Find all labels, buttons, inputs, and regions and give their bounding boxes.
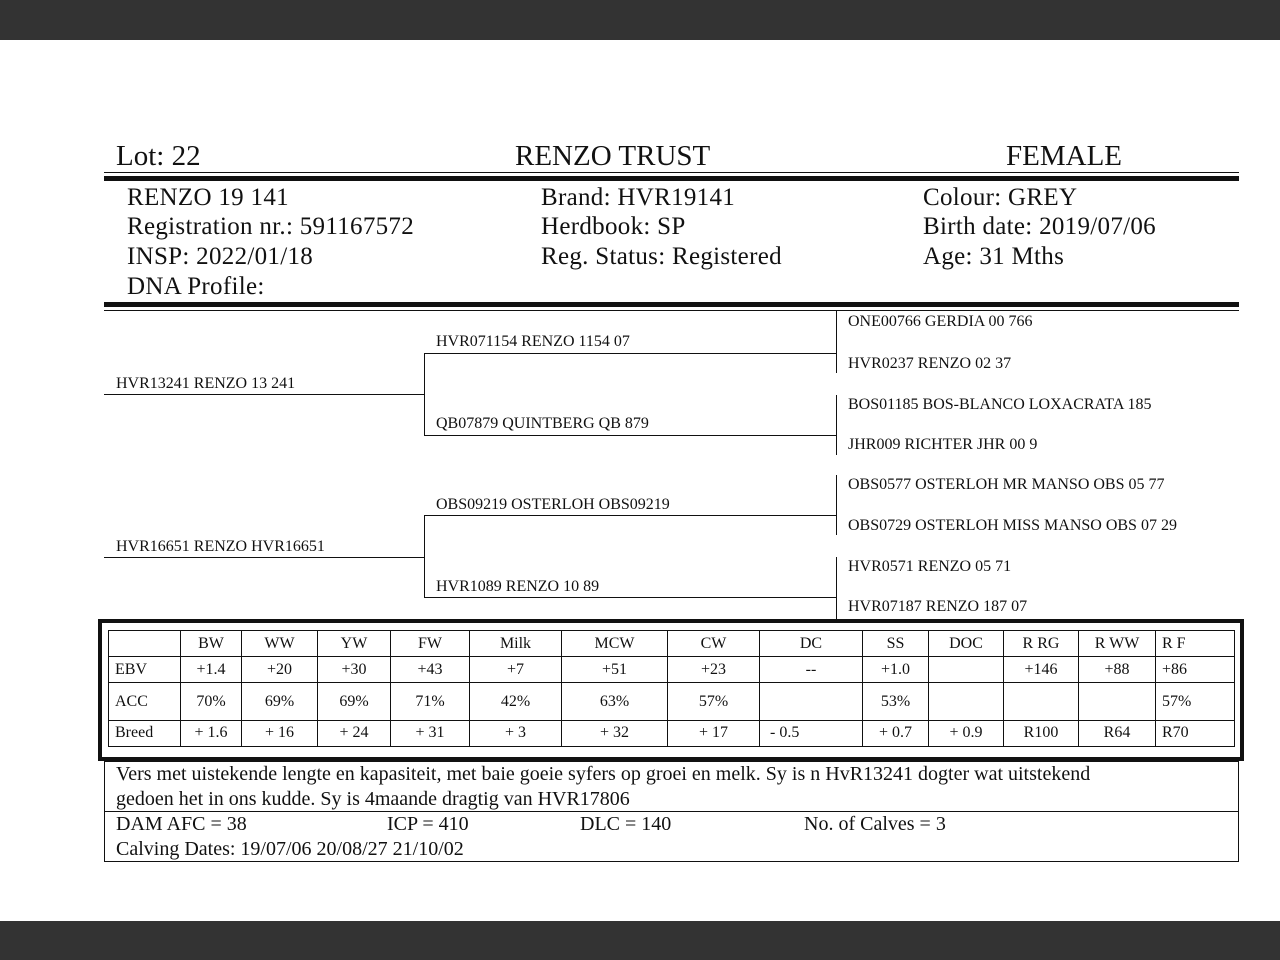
acc-cell: 53% bbox=[863, 683, 929, 720]
ebv-cell: +20 bbox=[242, 657, 318, 683]
breed-cell: R64 bbox=[1079, 720, 1156, 746]
calving-dates: Calving Dates: 19/07/06 20/08/27 21/10/02 bbox=[116, 838, 464, 860]
sire-sire-line bbox=[424, 353, 836, 354]
acc-cell: 57% bbox=[1156, 683, 1235, 720]
ebv-header-row bbox=[109, 631, 1235, 657]
ebv-col-header: R RG bbox=[1004, 631, 1079, 657]
info-rule-thin bbox=[104, 310, 1239, 311]
ebv-cell: +1.0 bbox=[863, 657, 929, 683]
ebv-cell: +1.4 bbox=[181, 657, 242, 683]
dna-profile: DNA Profile: bbox=[127, 273, 265, 300]
acc-cell bbox=[1079, 683, 1156, 720]
bottom-bar bbox=[0, 921, 1280, 960]
ebv-col-header: Milk bbox=[470, 631, 562, 657]
ebv-table bbox=[108, 630, 1235, 747]
gg-connector-1 bbox=[836, 311, 837, 373]
dam-line bbox=[104, 557, 424, 558]
sire-dam-line bbox=[424, 435, 836, 436]
acc-cell: 63% bbox=[562, 683, 668, 720]
ebv-cell: -- bbox=[760, 657, 863, 683]
gg-connector-4 bbox=[836, 557, 837, 619]
gg-connector-2 bbox=[836, 395, 837, 455]
acc-cell: 57% bbox=[668, 683, 760, 720]
ebv-row bbox=[109, 657, 1235, 683]
breed-cell: - 0.5 bbox=[760, 720, 863, 746]
breed-cell: + 17 bbox=[668, 720, 760, 746]
dam-icp: ICP = 410 bbox=[387, 813, 469, 835]
sire-line bbox=[104, 394, 424, 395]
acc-cell: 71% bbox=[391, 683, 470, 720]
breed-cell: + 16 bbox=[242, 720, 318, 746]
ebv-cell: +23 bbox=[668, 657, 760, 683]
herdbook: Herdbook: SP bbox=[541, 213, 686, 240]
acc-cell: 70% bbox=[181, 683, 242, 720]
acc-cell: 42% bbox=[470, 683, 562, 720]
dam-sire: OBS09219 OSTERLOH OBS09219 bbox=[436, 496, 670, 513]
inspection-date: INSP: 2022/01/18 bbox=[127, 243, 314, 270]
age: Age: 31 Mths bbox=[923, 243, 1065, 270]
ebv-cell: +146 bbox=[1004, 657, 1079, 683]
breed-cell: + 1.6 bbox=[181, 720, 242, 746]
ebv-col-header: R F bbox=[1156, 631, 1235, 657]
sire-sire: HVR071154 RENZO 1154 07 bbox=[436, 333, 630, 350]
row-label: ACC bbox=[109, 683, 181, 720]
title-rule-thin bbox=[104, 172, 1239, 173]
lot-number: Lot: 22 bbox=[116, 140, 201, 172]
ebv-col-header: BW bbox=[181, 631, 242, 657]
breed-cell: + 3 bbox=[470, 720, 562, 746]
ebv-cell: +51 bbox=[562, 657, 668, 683]
ebv-col-header: DC bbox=[760, 631, 863, 657]
ebv-col-header: FW bbox=[391, 631, 470, 657]
dam-dam: HVR1089 RENZO 10 89 bbox=[436, 578, 600, 595]
dam-dlc: DLC = 140 bbox=[580, 813, 672, 835]
acc-cell bbox=[1004, 683, 1079, 720]
dam-dam-line bbox=[424, 597, 836, 598]
dam-calves: No. of Calves = 3 bbox=[804, 813, 946, 835]
acc-row bbox=[109, 683, 1235, 720]
breed-cell: + 0.7 bbox=[863, 720, 929, 746]
breed-cell: + 32 bbox=[562, 720, 668, 746]
title-rule-thick bbox=[104, 176, 1239, 181]
animal-name-title: RENZO TRUST bbox=[515, 140, 711, 172]
ggp-5: OBS0577 OSTERLOH MR MANSO OBS 05 77 bbox=[848, 476, 1165, 493]
ebv-col-header: WW bbox=[242, 631, 318, 657]
comment-line-1: Vers met uistekende lengte en kapasiteit, met baie goeie syfers op groei en melk. Sy is n HvR13241 dogter wat uitstekend bbox=[116, 763, 1091, 785]
ebv-col-header: MCW bbox=[562, 631, 668, 657]
ebv-col-header bbox=[109, 631, 181, 657]
breed-cell: R100 bbox=[1004, 720, 1079, 746]
row-label: EBV bbox=[109, 657, 181, 683]
sire: HVR13241 RENZO 13 241 bbox=[116, 375, 296, 392]
colour: Colour: GREY bbox=[923, 184, 1078, 211]
sire-dam: QB07879 QUINTBERG QB 879 bbox=[436, 415, 649, 432]
sire-connector bbox=[424, 354, 425, 436]
dam: HVR16651 RENZO HVR16651 bbox=[116, 538, 325, 555]
info-rule-thick bbox=[104, 302, 1239, 307]
dam-afc: DAM AFC = 38 bbox=[116, 813, 247, 835]
ebv-cell: +86 bbox=[1156, 657, 1235, 683]
dam-connector bbox=[424, 516, 425, 598]
ggp-2: HVR0237 RENZO 02 37 bbox=[848, 355, 1012, 372]
reg-name: RENZO 19 141 bbox=[127, 184, 289, 211]
dam-sire-line bbox=[424, 515, 836, 516]
ggp-1: ONE00766 GERDIA 00 766 bbox=[848, 313, 1033, 330]
ebv-col-header: YW bbox=[318, 631, 391, 657]
ebv-col-header: CW bbox=[668, 631, 760, 657]
reg-status: Reg. Status: Registered bbox=[541, 243, 782, 270]
ebv-cell bbox=[929, 657, 1004, 683]
ebv-col-header: R WW bbox=[1079, 631, 1156, 657]
ebv-cell: +43 bbox=[391, 657, 470, 683]
ggp-8: HVR07187 RENZO 187 07 bbox=[848, 598, 1028, 615]
ebv-cell: +7 bbox=[470, 657, 562, 683]
row-label: Breed bbox=[109, 720, 181, 746]
breed-cell: + 31 bbox=[391, 720, 470, 746]
comment-line-2: gedoen het in ons kudde. Sy is 4maande dragtig van HVR17806 bbox=[116, 788, 630, 810]
breed-row bbox=[109, 720, 1235, 746]
ggp-6: OBS0729 OSTERLOH MISS MANSO OBS 07 29 bbox=[848, 517, 1177, 534]
acc-cell: 69% bbox=[242, 683, 318, 720]
acc-cell bbox=[760, 683, 863, 720]
gg-connector-3 bbox=[836, 475, 837, 535]
ebv-col-header: DOC bbox=[929, 631, 1004, 657]
brand: Brand: HVR19141 bbox=[541, 184, 736, 211]
breed-cell: + 0.9 bbox=[929, 720, 1004, 746]
ggp-4: JHR009 RICHTER JHR 00 9 bbox=[848, 436, 1038, 453]
sex-label: FEMALE bbox=[1006, 140, 1122, 172]
ebv-cell: +30 bbox=[318, 657, 391, 683]
acc-cell: 69% bbox=[318, 683, 391, 720]
ggp-7: HVR0571 RENZO 05 71 bbox=[848, 558, 1012, 575]
ebv-cell: +88 bbox=[1079, 657, 1156, 683]
birth-date: Birth date: 2019/07/06 bbox=[923, 213, 1156, 240]
breed-cell: + 24 bbox=[318, 720, 391, 746]
registration-number: Registration nr.: 591167572 bbox=[127, 213, 415, 240]
acc-cell bbox=[929, 683, 1004, 720]
ggp-3: BOS01185 BOS-BLANCO LOXACRATA 185 bbox=[848, 396, 1152, 413]
breed-cell: R70 bbox=[1156, 720, 1235, 746]
top-bar bbox=[0, 0, 1280, 40]
ebv-col-header: SS bbox=[863, 631, 929, 657]
